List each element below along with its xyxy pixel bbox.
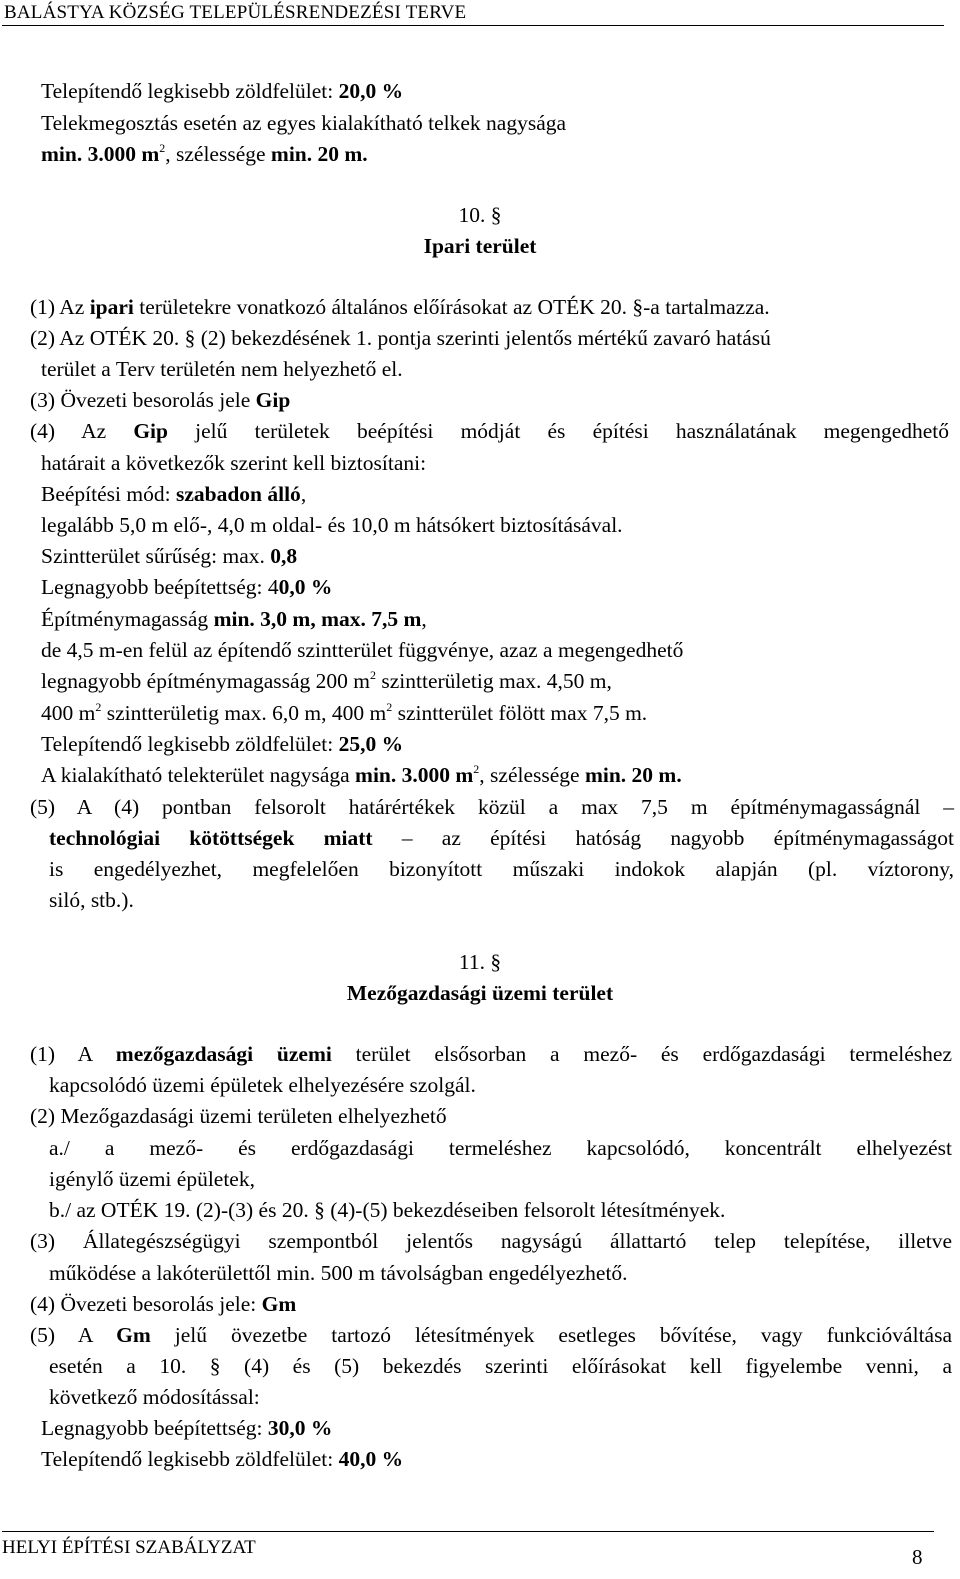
paragraph-line: Beépítési mód: szabadon álló, [41,482,307,506]
paragraph-line: terület a Terv területén nem helyezhető el. [41,357,403,381]
paragraph-line: határait a következők szerint kell biztosítani: [41,451,427,475]
paragraph-line: igénylő üzemi épületek, [49,1167,255,1191]
paragraph-line: (2) Mezőgazdasági üzemi területen elhelyezhető [30,1104,447,1128]
paragraph-line: 400 $m^2$ szintterületig max. 6,0 m, 400 $m^2$ szintterület fölött max 7,5 m. [41,700,648,725]
section-number: 10. § [458,203,502,227]
text-line: min. 3.000 $m^2$, szélessége min. 20 m. [41,141,368,166]
paragraph-line: (2) Az OTÉK 20. § (2) bekezdésének 1. pontja szerinti jelentős mértékű zavaró hatású [30,326,771,350]
paragraph-line: technológiai kötöttségek miatt – az építési hatóság nagyobb építménymagasságot [49,826,954,850]
paragraph-line: Legnagyobb beépítettség: 30,0 % [41,1416,333,1440]
header-rule [2,25,944,26]
text-line: Telekmegosztás esetén az egyes kialakítható telkek nagysága [41,111,567,135]
paragraph-line: Szintterület sűrűség: max. 0,8 [41,544,298,568]
paragraph-line: de 4,5 m-en felül az építendő szintterület függvénye, azaz a megengedhető [41,638,684,662]
paragraph-line: legnagyobb építménymagasság 200 $m^2$ szintterületig max. 4,50 m, [41,668,612,693]
paragraph-line: Telepítendő legkisebb zöldfelület: 40,0 % [41,1447,404,1471]
paragraph-line: is engedélyezhet, megfelelően bizonyított műszaki indokok alapján (pl. víztorony, [49,857,954,881]
paragraph-line: működése a lakóterülettől min. 500 m távolságban engedélyezhető. [49,1261,628,1285]
section-title: Mezőgazdasági üzemi terület [346,981,614,1005]
paragraph-line: esetén a 10. § (4) és (5) bekezdés szerinti előírásokat kell figyelembe venni, a [49,1354,952,1378]
paragraph-line: Telepítendő legkisebb zöldfelület: 25,0 % [41,732,404,756]
page-header: BALÁSTYA KÖZSÉG TELEPÜLÉSRENDEZÉSI TERVE [4,2,467,23]
paragraph-line: (4) Övezeti besorolás jele: Gm [30,1292,297,1316]
paragraph-line: (4) Az Gip jelű területek beépítési módját és építési használatának megengedhető [30,419,950,443]
paragraph-line: (3) Állategészségügyi szempontból jelentős nagyságú állattartó telep telepítése, illetve [30,1229,952,1253]
paragraph-line: következő módosítással: [49,1385,260,1409]
paragraph-line: (5) A (4) pontban felsorolt határértékek közül a max 7,5 m építménymagasságnál – [30,795,954,819]
paragraph-line: Legnagyobb beépítettség: 40,0 % [41,575,333,599]
paragraph-line: (1) A mezőgazdasági üzemi terület elsősorban a mező- és erdőgazdasági termeléshez [30,1042,952,1066]
section-title: Ipari terület [423,234,537,258]
paragraph-line: (3) Övezeti besorolás jele Gip [30,388,291,412]
section-number: 11. § [458,950,502,974]
paragraph-line: (5) A Gm jelű övezetbe tartozó létesítmények esetleges bővítése, vagy funkcióváltása [30,1323,952,1347]
paragraph-line: siló, stb.). [49,888,134,912]
paragraph-line: b./ az OTÉK 19. (2)-(3) és 20. § (4)-(5) bekezdéseiben felsorolt létesítmények. [49,1198,726,1222]
page-number: 8 [912,1545,923,1569]
paragraph-line: kapcsolódó üzemi épületek elhelyezésére szolgál. [49,1073,476,1097]
page-footer: HELYI ÉPÍTÉSI SZABÁLYZAT [2,1537,256,1558]
paragraph-line: Építménymagasság min. 3,0 m, max. 7,5 m, [41,607,427,631]
paragraph-line: legalább 5,0 m elő-, 4,0 m oldal- és 10,0 m hátsókert biztosításával. [41,513,623,537]
paragraph-line: A kialakítható telekterület nagysága min. 3.000 $m^2$, szélessége min. 20 m. [41,762,682,787]
paragraph-line: a./ a mező- és erdőgazdasági termeléshez kapcsolódó, koncentrált elhelyezést [49,1136,952,1160]
text-line: Telepítendő legkisebb zöldfelület: 20,0 % [41,79,404,103]
paragraph-line: (1) Az ipari területekre vonatkozó általános előírásokat az OTÉK 20. §-a tartalmazza. [30,295,770,319]
footer-rule [2,1531,934,1532]
